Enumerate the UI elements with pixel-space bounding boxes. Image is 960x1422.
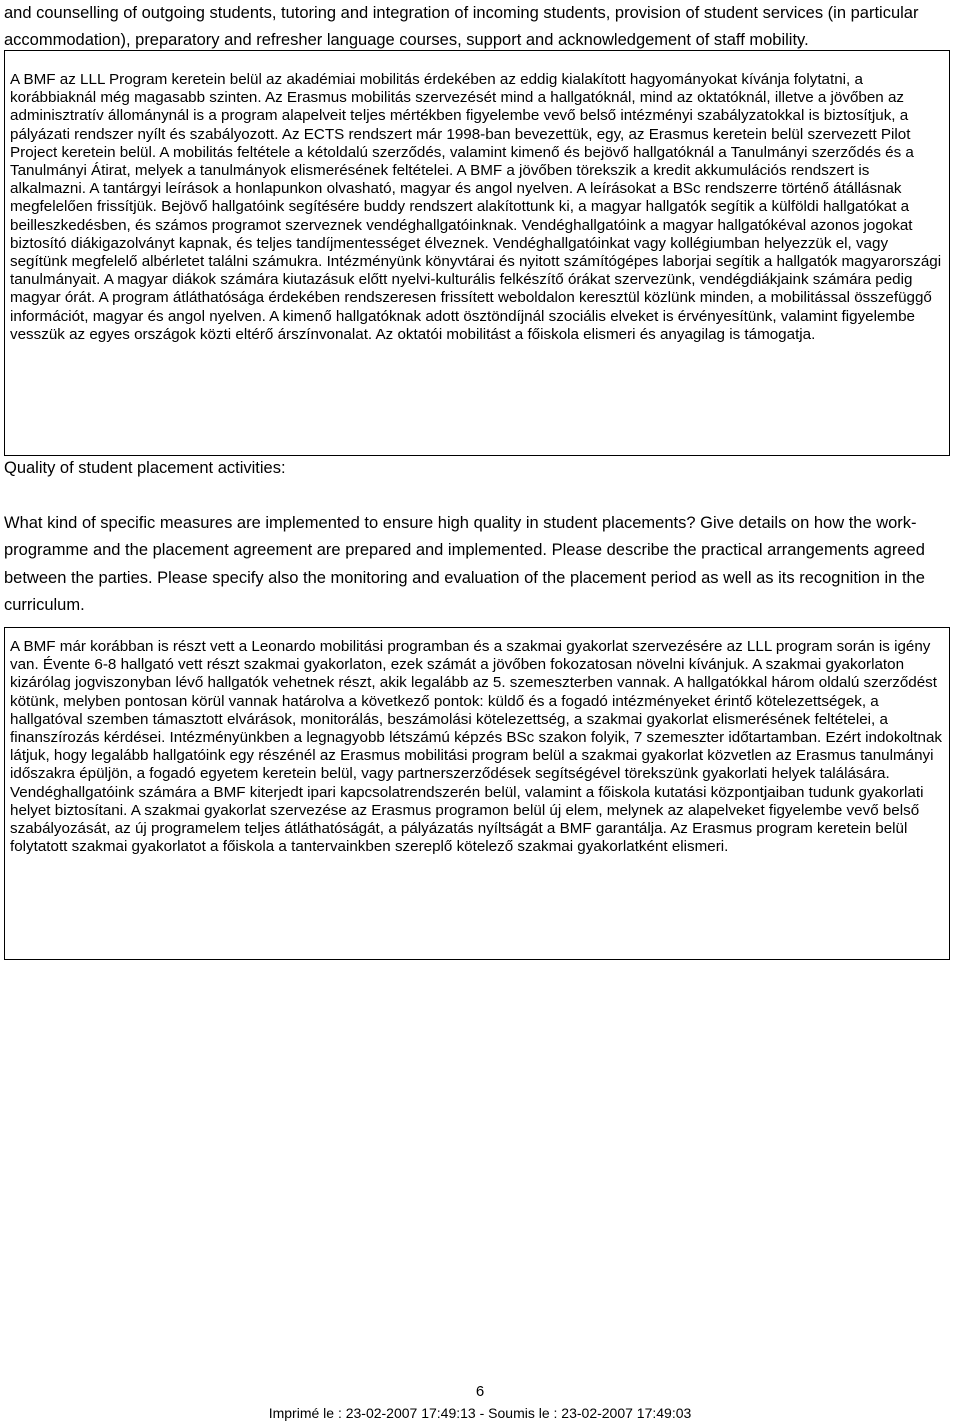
- page-number: 6: [475, 1383, 485, 1400]
- placement-question: [4, 510, 954, 619]
- intro-text: and counselling of outgoing students, tutoring and integration of incoming students, provision of student services (in particular accommodation), preparatory and refresher language courses, support and acknowledgement of staff mobility.: [4, 4, 919, 50]
- mobility-answer-box: [4, 50, 950, 456]
- placement-answer-text: A BMF már korábban is részt vett a Leonardo mobilitási programban és a szakmai gyakorlat szervezésére az LLL program során is igény van. Évente 6-8 hallgató vett részt szakmai gyakorlaton, ezek számát a jövőben fokozatosan növelni kívánjuk. A szakmai gyakorlaton kizárólag jogviszonyban lévő hallgatók vehetnek részt, akik legalább az 5. szemeszterben vannak. A hallgatókkal három oldalú szerződést kötünk, melyben pontosan körül vannak határolva a következő pontok: küldő és a fogadó intézményeket érintő kötelezettségek, a hallgatóval szemben támasztott elvárások, monitorálás, beszámolási kötelezettség, a szakmai gyakorlat elismerésének feltételei, a finanszírozás kérdései. Intézményünkben a legnagyobb létszámú képzés BSc szakon folyik, 7 szemeszter időtartamban. Ezért indokoltnak látjuk, hogy legalább hallgatóink egy részénél az Erasmus mobilitási program belül a szakmai gyakorlat közvetlen az Erasmus tanulmányi időszakra épüljön, a fogadó egyetem keretein belül, vagy partnerszerződések segítségével törekszünk gyakorlati helyek találására. Vendéghallgatóink számára a BMF kiterjedt ipari kapcsolatrendszerén belül, valamint a főiskola kutatási központjaiban tudunk gyakorlati helyet biztosítani. A szakmai gyakorlat szervezése az Erasmus programon belül új elem, melynek az alapelveket figyelembe vevő belső szabályozását, az új programelem teljes átláthatóságát, a pályázatás nyíltságát a BMF garantálja. Az Erasmus program keretein belül folytatott szakmai gyakorlatot a főiskola a tantervainkben szereplő kötelező szakmai gyakorlatként elismeri.: [10, 638, 942, 856]
- print-footer: Imprimé le : 23-02-2007 17:49:13 - Soumis le : 23-02-2007 17:49:03: [268, 1405, 692, 1421]
- section-heading: Quality of student placement activities:: [4, 459, 286, 477]
- placement-question-text: What kind of specific measures are implemented to ensure high quality in student placements? Give details on how the work-programme and the placement agreement are prepared and implemented. Please describe the practical arrangements agreed between the parties. Please specify also the monitoring and evaluation of the placement period as well as its recognition in the curriculum.: [4, 514, 925, 614]
- intro-paragraph: [4, 0, 954, 55]
- mobility-answer-text: A BMF az LLL Program keretein belül az akadémiai mobilitás érdekében az eddig kialakított hagyományokat kívánja folytatni, a korábbiaknál még magasabb szinten. Az Erasmus mobilitás szervezését mind a hallgatóknál, mind az oktatóknál, illetve a jövőben az adminisztratív állománynál is a program alapelveit teljes mértékben figyelembe vevő belső intézményi szabályzatokkal is biztosítjuk, a pályázati rendszer nyílt és szabályozott. Az ECTS rendszert már 1998-ban bevezettük, egy, az Erasmus keretein belül szervezett Pilot Project keretein belül. A mobilitás feltétele a kétoldalú szerződés, valamint kimenő és bejövő hallgatóknál a Tanulmányi szerződés és a Tanulmányi Átirat, melyek a tanulmányok elismerésének feltételei. A BMF a jövőben törekszik a kredit akkumulációs rendszert is alkalmazni. A tantárgyi leírások a honlapunkon olvasható, magyar és angol nyelven. A leírásokat a BSc rendszerre történő átállásnak megfelelően frissítjük. Bejövő hallgatóink segítésére buddy rendszert alakítottunk ki, a magyar hallgatók segítik a külföldi hallgatókat a beilleszkedésben, és számos programot szerveznek vendéghallgatóinknak. Vendéghallgatóink a magyar hallgatókéval azonos jogokat biztosító diákigazolványt kapnak, és teljes tandíjmentességet élveznek. Vendéghallgatóinkat vagy kollégiumban helyezzük el, vagy segítünk megfelelő albérletet találni számukra. Intézményünk könyvtárai és nyitott számítógépes laborjai segítik a hallgatók magyarországi tanulmányait. A magyar diákok számára kiutazásuk előtt nyelvi-kulturális felkészítő órákat szervezünk, vendégdiákjaink számára pedig magyar órát. A program átláthatósága érdekében rendszeresen frissített weboldalon keresztül közlünk minden, a mobilitással összefüggő információt, magyar és angol nyelven. A kimenő hallgatóknak adott ösztöndíjnál szociális elveket is érvényesítünk, valamint figyelembe vesszük az egyes országok közti eltérő árszínvonalat. Az oktatói mobilitást a főiskola elismeri és anyagilag is támogatja.: [10, 71, 942, 343]
- placement-answer-box: [4, 627, 950, 960]
